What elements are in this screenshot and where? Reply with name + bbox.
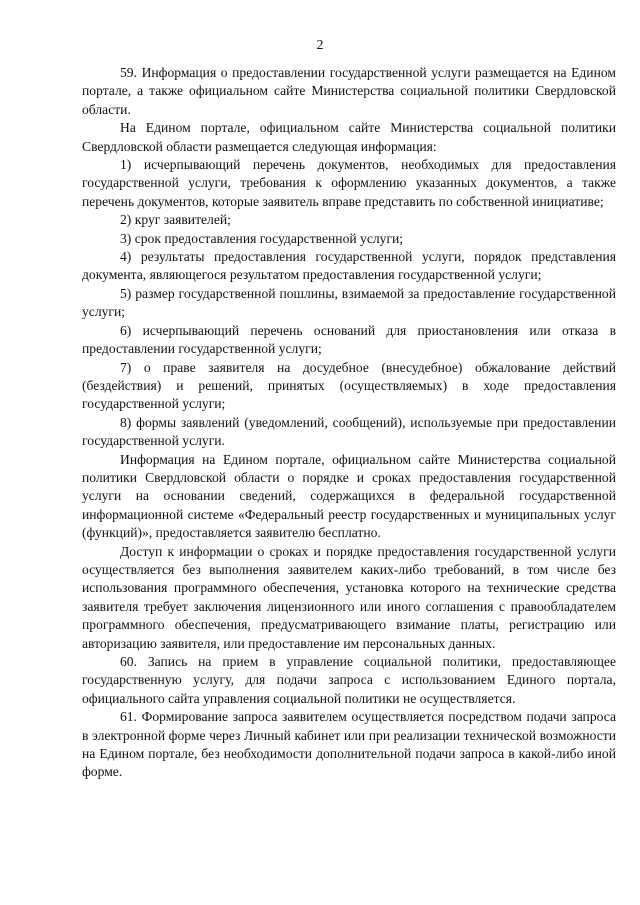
- list-item-8: 8) формы заявлений (уведомлений, сообщений), используемые при предоставлении государственной услуги.: [82, 414, 616, 449]
- list-item-6: 6) исчерпывающий перечень оснований для приостановления или отказа в предоставлении государственной услуги;: [82, 322, 616, 357]
- list-item-1: 1) исчерпывающий перечень документов, необходимых для предоставления государственной услуги, требования к оформлению указанных документов, а также перечень документов, которые заявитель вправе представить по собственной инициативе;: [82, 157, 616, 209]
- list-item-4: 4) результаты предоставления государственной услуги, порядок представления документа, являющегося результатом предоставления государственной услуги;: [82, 249, 616, 283]
- paragraph-60: 60. Запись на прием в управление социальной политики, предоставляющее государственную услугу, для подачи запроса с использованием Единого портала, официального сайта управления социальной политики не осуществляется.: [82, 654, 616, 706]
- list-item-2: 2) круг заявителей;: [120, 212, 231, 228]
- list-item-7: 7) о праве заявителя на досудебное (внесудебное) обжалование действий (бездействия) и решений, принятых (осуществляемых) в ходе предоставления государственной услуги;: [82, 359, 616, 412]
- document-body: [82, 64, 616, 782]
- paragraph-59: 59. Информация о предоставлении государственной услуги размещается на Едином портале, а также официальном сайте Министерства социальной политики Свердловской области.: [82, 65, 616, 117]
- list-item-5: 5) размер государственной пошлины, взимаемой за предоставление государственной услуги;: [82, 285, 616, 320]
- paragraph-access: Доступ к информации о сроках и порядке предоставления государственной услуги осуществляется без выполнения заявителем каких-либо требований, в том числе без использования программного обеспечения, установка которого на технические средства заявителя требует заключения лицензионного или иного соглашения с правообладателем программного обеспечения, предусматривающего взимание платы, регистрацию или авторизацию заявителя, или предоставление им персональных данных.: [82, 543, 616, 651]
- paragraph-info-intro: На Едином портале, официальном сайте Министерства социальной политики Свердловской области размещается следующая информация:: [82, 120, 616, 154]
- list-item-3: 3) срок предоставления государственной услуги;: [120, 230, 404, 246]
- paragraph-free-info: Информация на Едином портале, официальном сайте Министерства социальной политики Свердловской области о порядке и сроках предоставления государственной услуги на основании сведений, содержащихся в федеральной государственной информационной системе «Федеральный реестр государственных и муниципальных услуг (функций)», предоставляется заявителю бесплатно.: [82, 451, 616, 541]
- paragraph-61: 61. Формирование запроса заявителем осуществляется посредством подачи запроса в электронной форме через Личный кабинет или при реализации технической возможности на Едином портале, без необходимости дополнительной подачи запроса в какой-либо иной форме.: [82, 709, 616, 780]
- page-number: 2: [316, 38, 324, 53]
